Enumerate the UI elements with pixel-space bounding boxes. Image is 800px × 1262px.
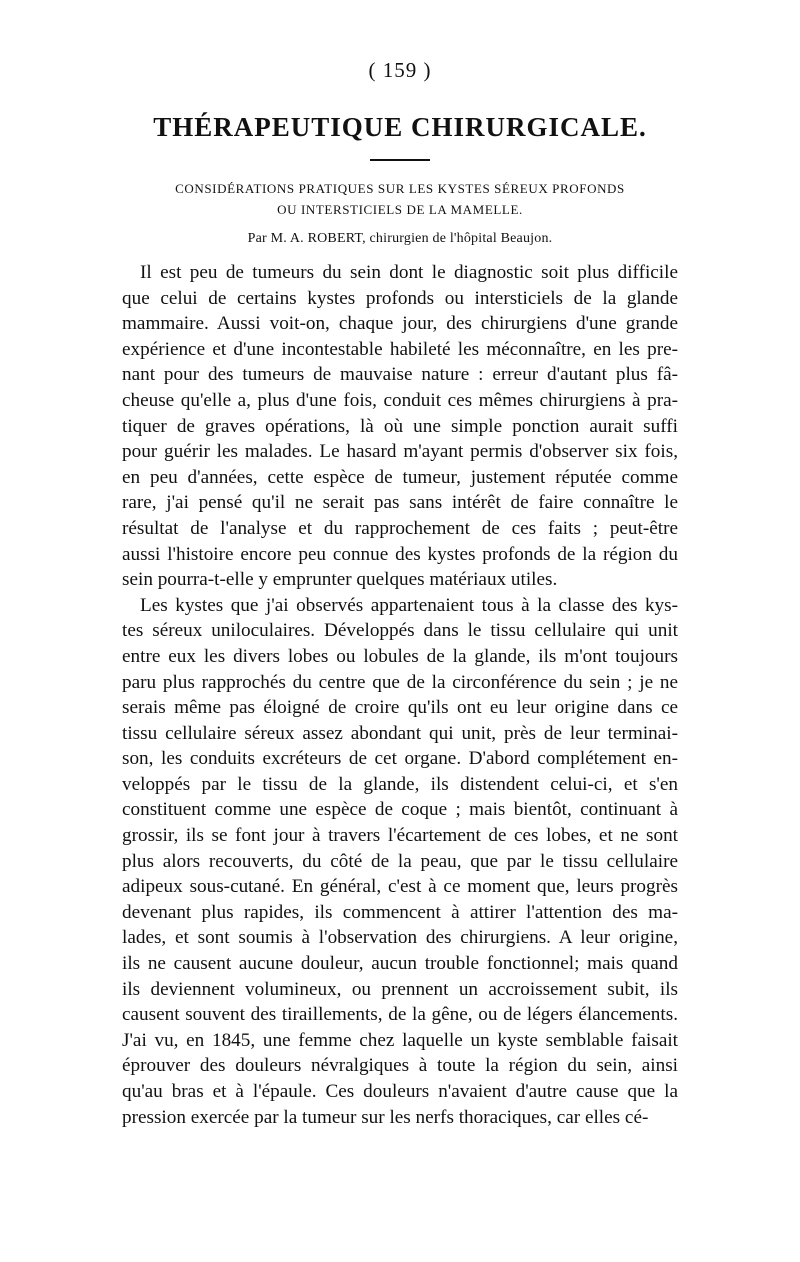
text-line: cheuse qu'elle a, plus d'une fois, conduit ces mêmes chirurgiens à pra- (122, 389, 678, 411)
text-line: devenant plus rapides, ils commencent à attirer l'attention des ma- (122, 901, 678, 923)
page-number: ( 159 ) (368, 58, 432, 82)
text-line: tiquer de graves opérations, là où une simple ponction aurait suffi (122, 415, 678, 437)
author-byline: Par M. A. ROBERT, chirurgien de l'hôpital Beaujon. (247, 231, 553, 246)
text-line: aussi l'histoire encore peu connue des kystes profonds de la région du (122, 543, 678, 565)
text-line: sein pourra-t-elle y emprunter quelques matériaux utiles. (122, 569, 558, 591)
text-line: mammaire. Aussi voit-on, chaque jour, des chirurgiens d'une grande (122, 313, 678, 335)
text-line: veloppés par le tissu de la glande, ils distendent celui-ci, et s'en (122, 773, 678, 795)
text-line: lades, et sont soumis à l'observation des chirurgiens. A leur origine, (122, 927, 678, 949)
text-line: constituent comme une espèce de coque ; mais bientôt, continuant à (122, 799, 678, 821)
text-line: ils deviennent volumineux, ou prennent un accroissement subit, ils (122, 978, 678, 1000)
text-line: tissu cellulaire séreux assez abondant qui unit, près de leur terminai- (122, 722, 678, 744)
text-line: pour guérir les malades. Le hasard m'ayant permis d'observer six fois, (122, 441, 678, 463)
section-title: THÉRAPEUTIQUE CHIRURGICALE. (153, 112, 647, 142)
text-line: son, les conduits excréteurs de cet organe. D'abord complétement en- (122, 748, 678, 770)
text-line: expérience et d'une incontestable habileté les méconnaître, en les pre- (122, 338, 678, 360)
text-line: nant pour des tumeurs de mauvaise nature : erreur d'autant plus fâ- (122, 364, 678, 386)
text-line: grossir, ils se font jour à travers l'écartement de ces lobes, et ne sont (122, 825, 678, 847)
text-line: adipeux sous-cutané. En général, c'est à ce moment que, leurs progrès (122, 876, 678, 898)
text-line: en peu d'années, cette espèce de tumeur, justement réputée comme (122, 466, 678, 488)
text-line: plus alors recouverts, du côté de la peau, que par le tissu cellulaire (122, 850, 678, 872)
text-line: ils ne causent aucune douleur, aucun trouble fonctionnel; mais quand (122, 953, 678, 975)
text-line: serais même pas éloigné de croire qu'ils ont eu leur origine dans ce (122, 697, 678, 719)
text-line: rare, j'ai pensé qu'il ne serait pas sans intérêt de faire connaître le (122, 492, 678, 514)
text-line: qu'au bras et à l'épaule. Ces douleurs n'avaient d'autre cause que la (122, 1081, 678, 1102)
text-line: J'ai vu, en 1845, une femme chez laquelle un kyste semblable faisait (122, 1029, 678, 1051)
subtitle-line: OU INTERSTICIELS DE LA MAMELLE. (277, 202, 523, 217)
text-line: résultat de l'analyse et du rapprochement de ces faits ; peut-être (122, 517, 678, 539)
text-line: causent souvent des tiraillements, de la gêne, ou de légers élancements. (122, 1004, 678, 1026)
article-body (122, 260, 678, 1130)
subtitle-line: CONSIDÉRATIONS PRATIQUES SUR LES KYSTES SÉREUX PROFONDS (175, 181, 625, 196)
text-line: Les kystes que j'ai observés appartenaient tous à la classe des kys- (140, 594, 678, 616)
article-subtitle (90, 178, 710, 220)
text-line: paru plus rapprochés du centre que de la circonférence du sein ; je ne (122, 671, 678, 693)
text-line: que celui de certains kystes profonds ou intersticiels de la glande (122, 287, 678, 309)
text-line: tes séreux uniloculaires. Développés dans le tissu cellulaire qui unit (122, 620, 678, 642)
title-divider (370, 159, 430, 161)
text-line: éprouver des douleurs névralgiques à toute la région du sein, ainsi (122, 1055, 678, 1077)
text-line: pression exercée par la tumeur sur les nerfs thoraciques, car elles cé- (122, 1106, 649, 1128)
text-line: Il est peu de tumeurs du sein dont le diagnostic soit plus difficile (140, 262, 678, 283)
text-line: entre eux les divers lobes ou lobules de la glande, ils m'ont toujours (122, 645, 678, 667)
